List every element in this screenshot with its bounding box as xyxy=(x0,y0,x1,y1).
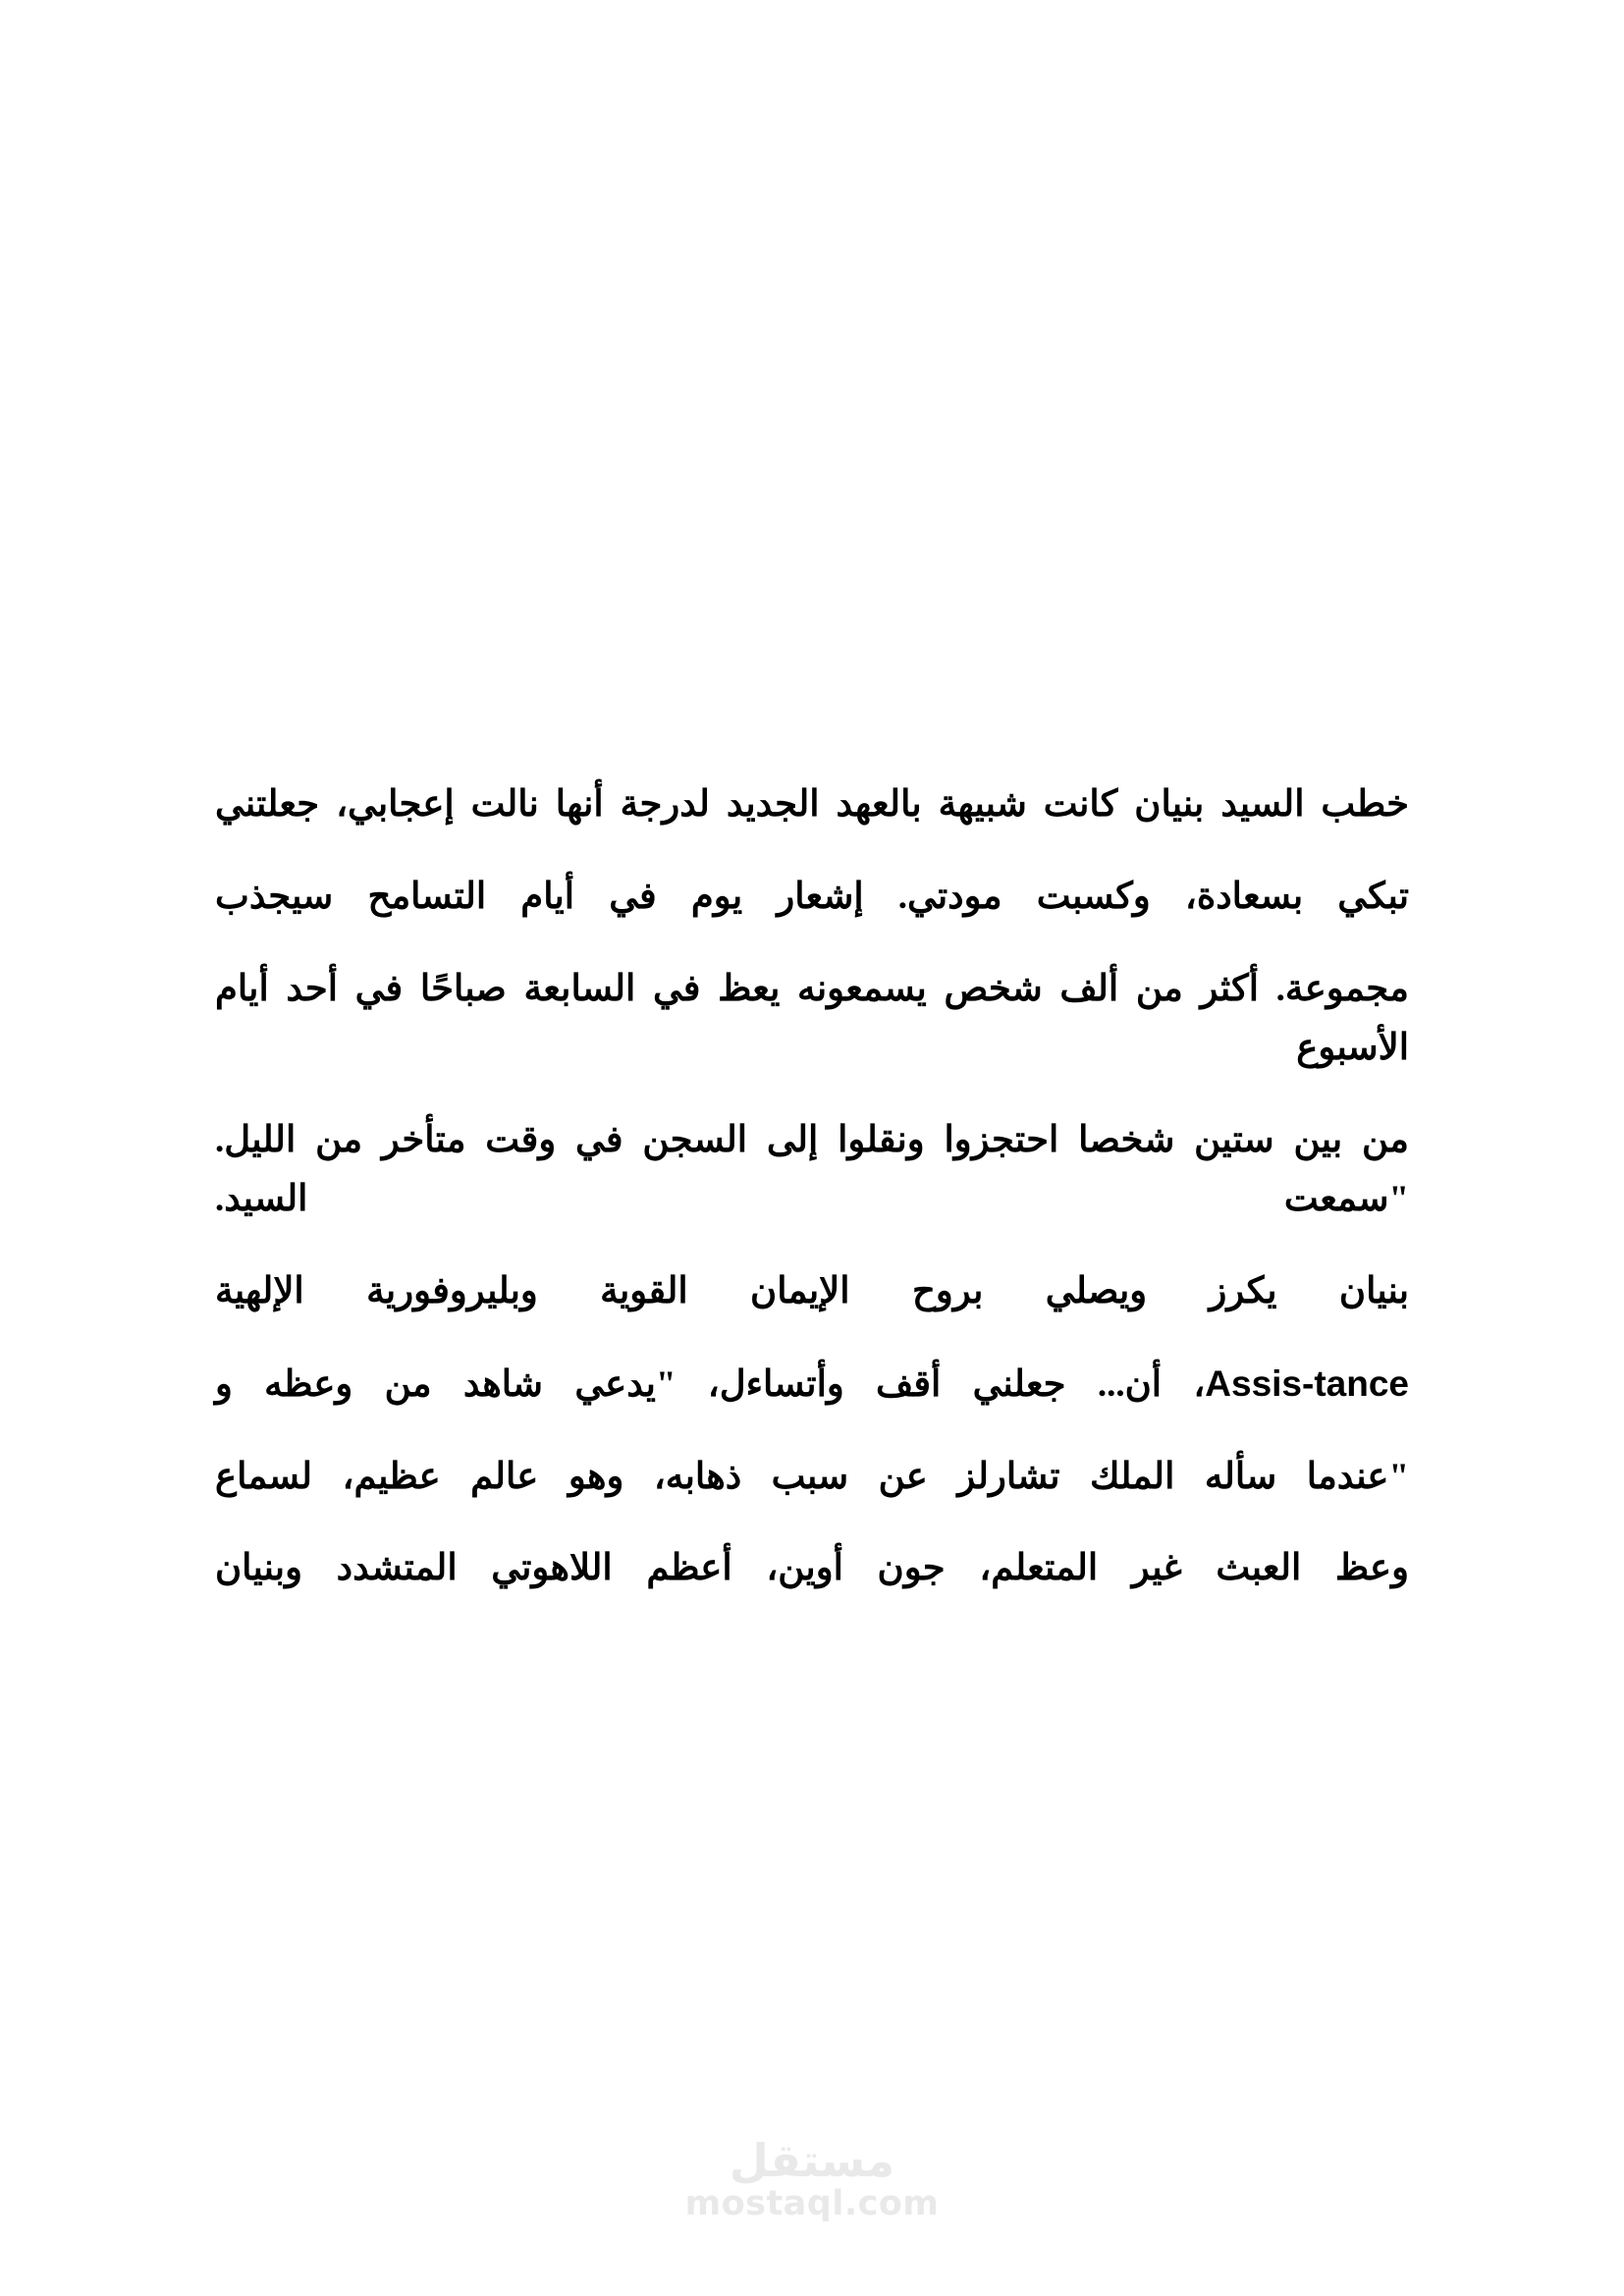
paragraph-2: تبكي بسعادة، وكسبت مودتي. إشعار يوم في أيام التسامح سيجذب xyxy=(215,876,1409,917)
body-text-column xyxy=(215,775,1409,1598)
paragraph-1: خطب السيد بنيان كانت شبيهة بالعهد الجديد لدرجة أنها نالت إعجابي، جعلتني xyxy=(215,784,1409,825)
latin-run-assistance: Assis-tance xyxy=(1205,1362,1409,1404)
mostaql-watermark xyxy=(0,2134,1624,2223)
paragraph-6 xyxy=(215,1355,1409,1415)
paragraph-4: من بين ستين شخصا احتجزوا ونقلوا إلى السجن في وقت متأخر من الليل. "سمعت السيد. xyxy=(215,1119,1409,1219)
paragraph-5: بنيان يكرز ويصلي بروح الإيمان القوية وبليروفورية الإلهية xyxy=(215,1270,1409,1311)
paragraph-3: مجموعة. أكثر من ألف شخص يسمعونه يعظ في السابعة صباحًا في أحد أيام الأسبوع xyxy=(215,968,1409,1068)
watermark-domain-text: mostaql.com xyxy=(684,2184,940,2223)
paragraph-8: وعظ العبث غير المتعلم، جون أوين، أعظم اللاهوتي المتشدد وبنيان xyxy=(215,1548,1409,1589)
arabic-run-paragraph-6: ، أن... جعلني أقف وأتساءل، "يدعي شاهد من وعظه و xyxy=(215,1363,1206,1405)
watermark-arabic-logo-text: مستقل xyxy=(729,2134,895,2187)
paragraph-7: "عندما سأله الملك تشارلز عن سبب ذهابه، وهو عالم عظيم، لسماع xyxy=(215,1456,1409,1497)
